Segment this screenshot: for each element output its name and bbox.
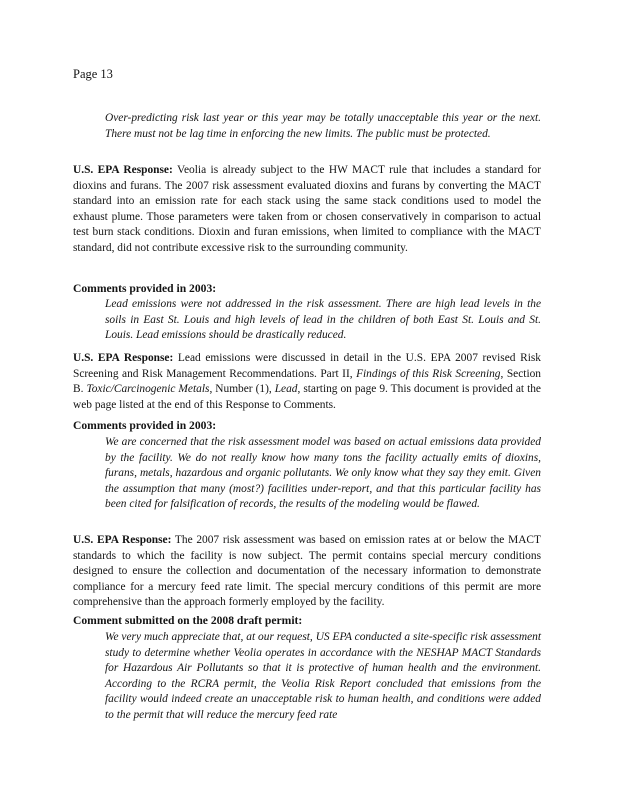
comment-quote-2: Lead emissions were not addressed in the risk assessment. There are high lead levels in the soils in East St. Louis and high levels of lead in the children of both East St. Louis and St. Louis. Lead emissions should be drastically reduced. xyxy=(105,298,541,342)
comment-quote-4: We very much appreciate that, at our request, US EPA conducted a site-specific risk assessment study to determine whether Veolia operates in accordance with the NESHAP MACT Standards for Hazardous Air Pollutants so that it is protective of human health and the environment. According to the RCRA permit, the Veolia Risk Report concluded that emissions from the facility would indeed create an unacceptable risk to human health, and conditions were added to the permit that will reduce the mercury feed rate xyxy=(105,631,541,721)
response-text-italic: Lead xyxy=(274,383,298,396)
response-text-italic: Toxic/Carcinogenic Metals xyxy=(86,383,210,396)
response-label: U.S. EPA Response: xyxy=(73,352,174,364)
response-text-italic: Findings of this Risk Screening xyxy=(356,367,501,380)
response-label: U.S. EPA Response: xyxy=(73,164,173,176)
response-text: , Section B. xyxy=(73,367,542,396)
comment-quote-1: Over-predicting risk last year or this year may be totally unacceptable this year or the next. There must not be lag time in enforcing the new limits. The public must be protected. xyxy=(105,112,541,140)
comment-quote-3: We are concerned that the risk assessment model was based on actual emissions data provided by the facility. We do not really know how many tons the facility actually emits of dioxins, furans, metals, hazardous and organic pollutants. We only know what they say they emit. Given the assumption that many (most?) facilities under-report, and that this particular facility has been cited for falsification of records, the results of the modeling would be flawed. xyxy=(105,436,541,511)
comment-heading-2: Comments provided in 2003: xyxy=(73,282,217,295)
epa-response-3 xyxy=(73,533,541,611)
comment-heading-3: Comments provided in 2003: xyxy=(73,419,217,432)
response-label: U.S. EPA Response: xyxy=(73,534,172,546)
epa-response-1 xyxy=(73,163,541,257)
response-text: , starting on page 9. This document is provided at the web page listed at the end of this Response to Comments. xyxy=(73,383,541,411)
epa-response-2 xyxy=(73,351,541,413)
comment-heading-4: Comment submitted on the 2008 draft permit: xyxy=(73,614,303,627)
response-text: , Number (1), xyxy=(209,383,275,396)
response-text: Lead emissions were discussed in detail in the U.S. EPA 2007 revised Risk Screening and Risk Management Recommendations. Part II, xyxy=(73,352,542,380)
response-text: Veolia is already subject to the HW MACT rule that includes a standard for dioxins and furans. The 2007 risk assessment evaluated dioxins and furans by converting the MACT standard into an emission rate for each stack using the same stack conditions used to model the exhaust plume. Those parameters were taken from or chosen conservatively in comparison to actual test burn stack conditions. Dioxin and furan emissions, when limited to compliance with the MACT standard, did not contribute excessive risk to the surrounding community. xyxy=(73,164,542,254)
response-text: The 2007 risk assessment was based on emission rates at or below the MACT standards to which the facility is now subject. The permit contains special mercury conditions designed to ensure the collection and documentation of the necessary information to demonstrate compliance for a mercury feed rate limit. The special mercury conditions of this permit are more comprehensive than the approach formerly employed by the facility. xyxy=(73,534,541,609)
page-number: Page 13 xyxy=(73,67,113,81)
